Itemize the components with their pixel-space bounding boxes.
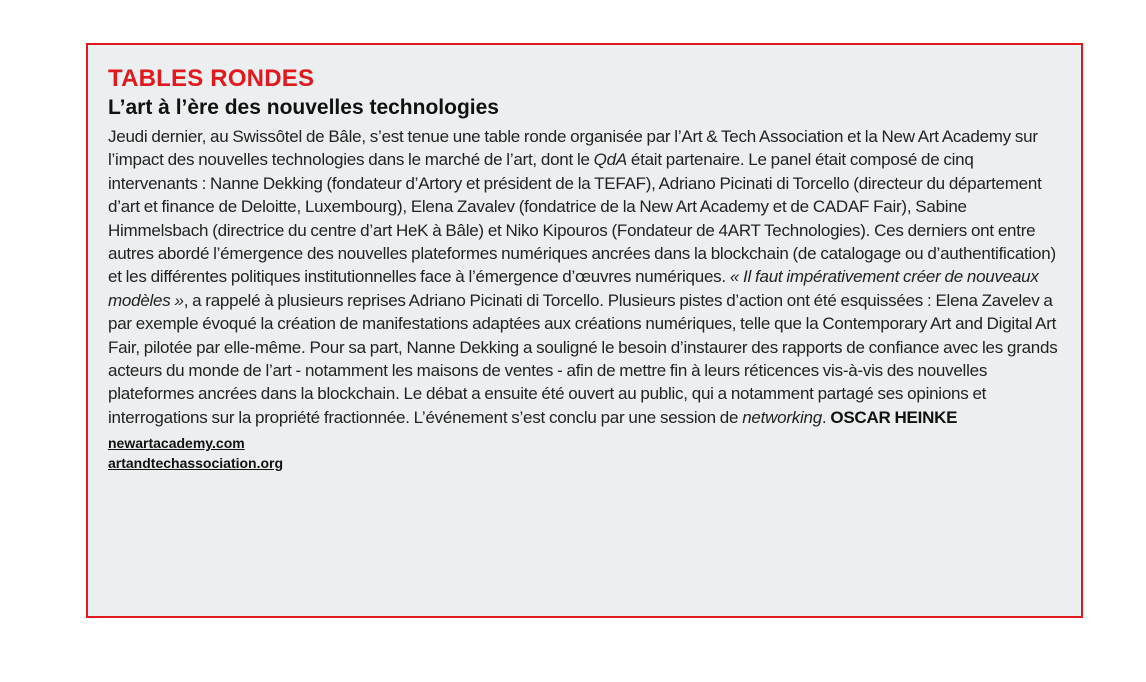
publication-name: QdA (593, 150, 627, 170)
article-body (108, 125, 1061, 429)
links-list (108, 433, 1061, 473)
body-text-3: , a rappelé à plusieurs reprises Adriano Picinati di Torcello. Plusieurs pistes d’action ont été esquissées : Elena Zavelev a par exemple évoqué la création de manifestations adaptées aux créations numériques, telle que la Contemporary Art and Digital Art Fair, pilotée par elle-même. Pour sa part, Nanne Dekking a souligné le besoin d’instaurer des rapports de confiance avec les grands acteurs du monde de l’art - notamment les maisons de ventes - afin de mettre fin à leurs réticences vis-à-vis des nouvelles plateformes ancrées dans la blockchain. Le débat a ensuite été ouvert au public, qui a notamment partagé ses opinions et interrogations sur la propriété fractionnée. L’événement s’est conclu par une session de (108, 290, 1058, 427)
article-box (86, 43, 1083, 618)
body-text-4: . (821, 407, 831, 427)
body-text-2: était partenaire. Le panel était composé de cinq intervenants : Nanne Dekking (fondateur d’Artory et président de la TEFAF), Adriano Picinati di Torcello (directeur du département d’art et finance de Deloitte, Luxembourg), Elena Zavalev (fondatrice de la New Art Academy et de CADAF Fair), Sabine Himmelsbach (directrice du centre d’art HeK à Bâle) et Niko Kipouros (Fondateur de 4ART Technologies). Ces derniers ont entre autres abordé l’émergence des nouvelles plateformes numériques ancrées dans la blockchain (de catalogage ou d’authentification) et les différentes politiques institutionnelles face à l’émergence d’œuvres numériques. (108, 150, 1056, 287)
section-title: TABLES RONDES (108, 65, 315, 92)
link-newartacademy[interactable]: newartacademy.com (108, 435, 245, 452)
networking-term: networking (742, 407, 822, 427)
author-name: OSCAR HEINKE (830, 407, 958, 427)
body-text-1: Jeudi dernier, au Swissôtel de Bâle, s’est tenue une table ronde organisée par l’Art & Tech Association et la New Art Academy sur l’impact des nouvelles technologies dans le marché de l’art, dont le (108, 127, 1038, 170)
link-artandtechassociation[interactable]: artandtechassociation.org (108, 455, 284, 472)
article-headline: L’art à l’ère des nouvelles technologies (108, 96, 499, 119)
quote: « Il faut impérativement créer de nouveaux modèles » (108, 267, 1039, 310)
